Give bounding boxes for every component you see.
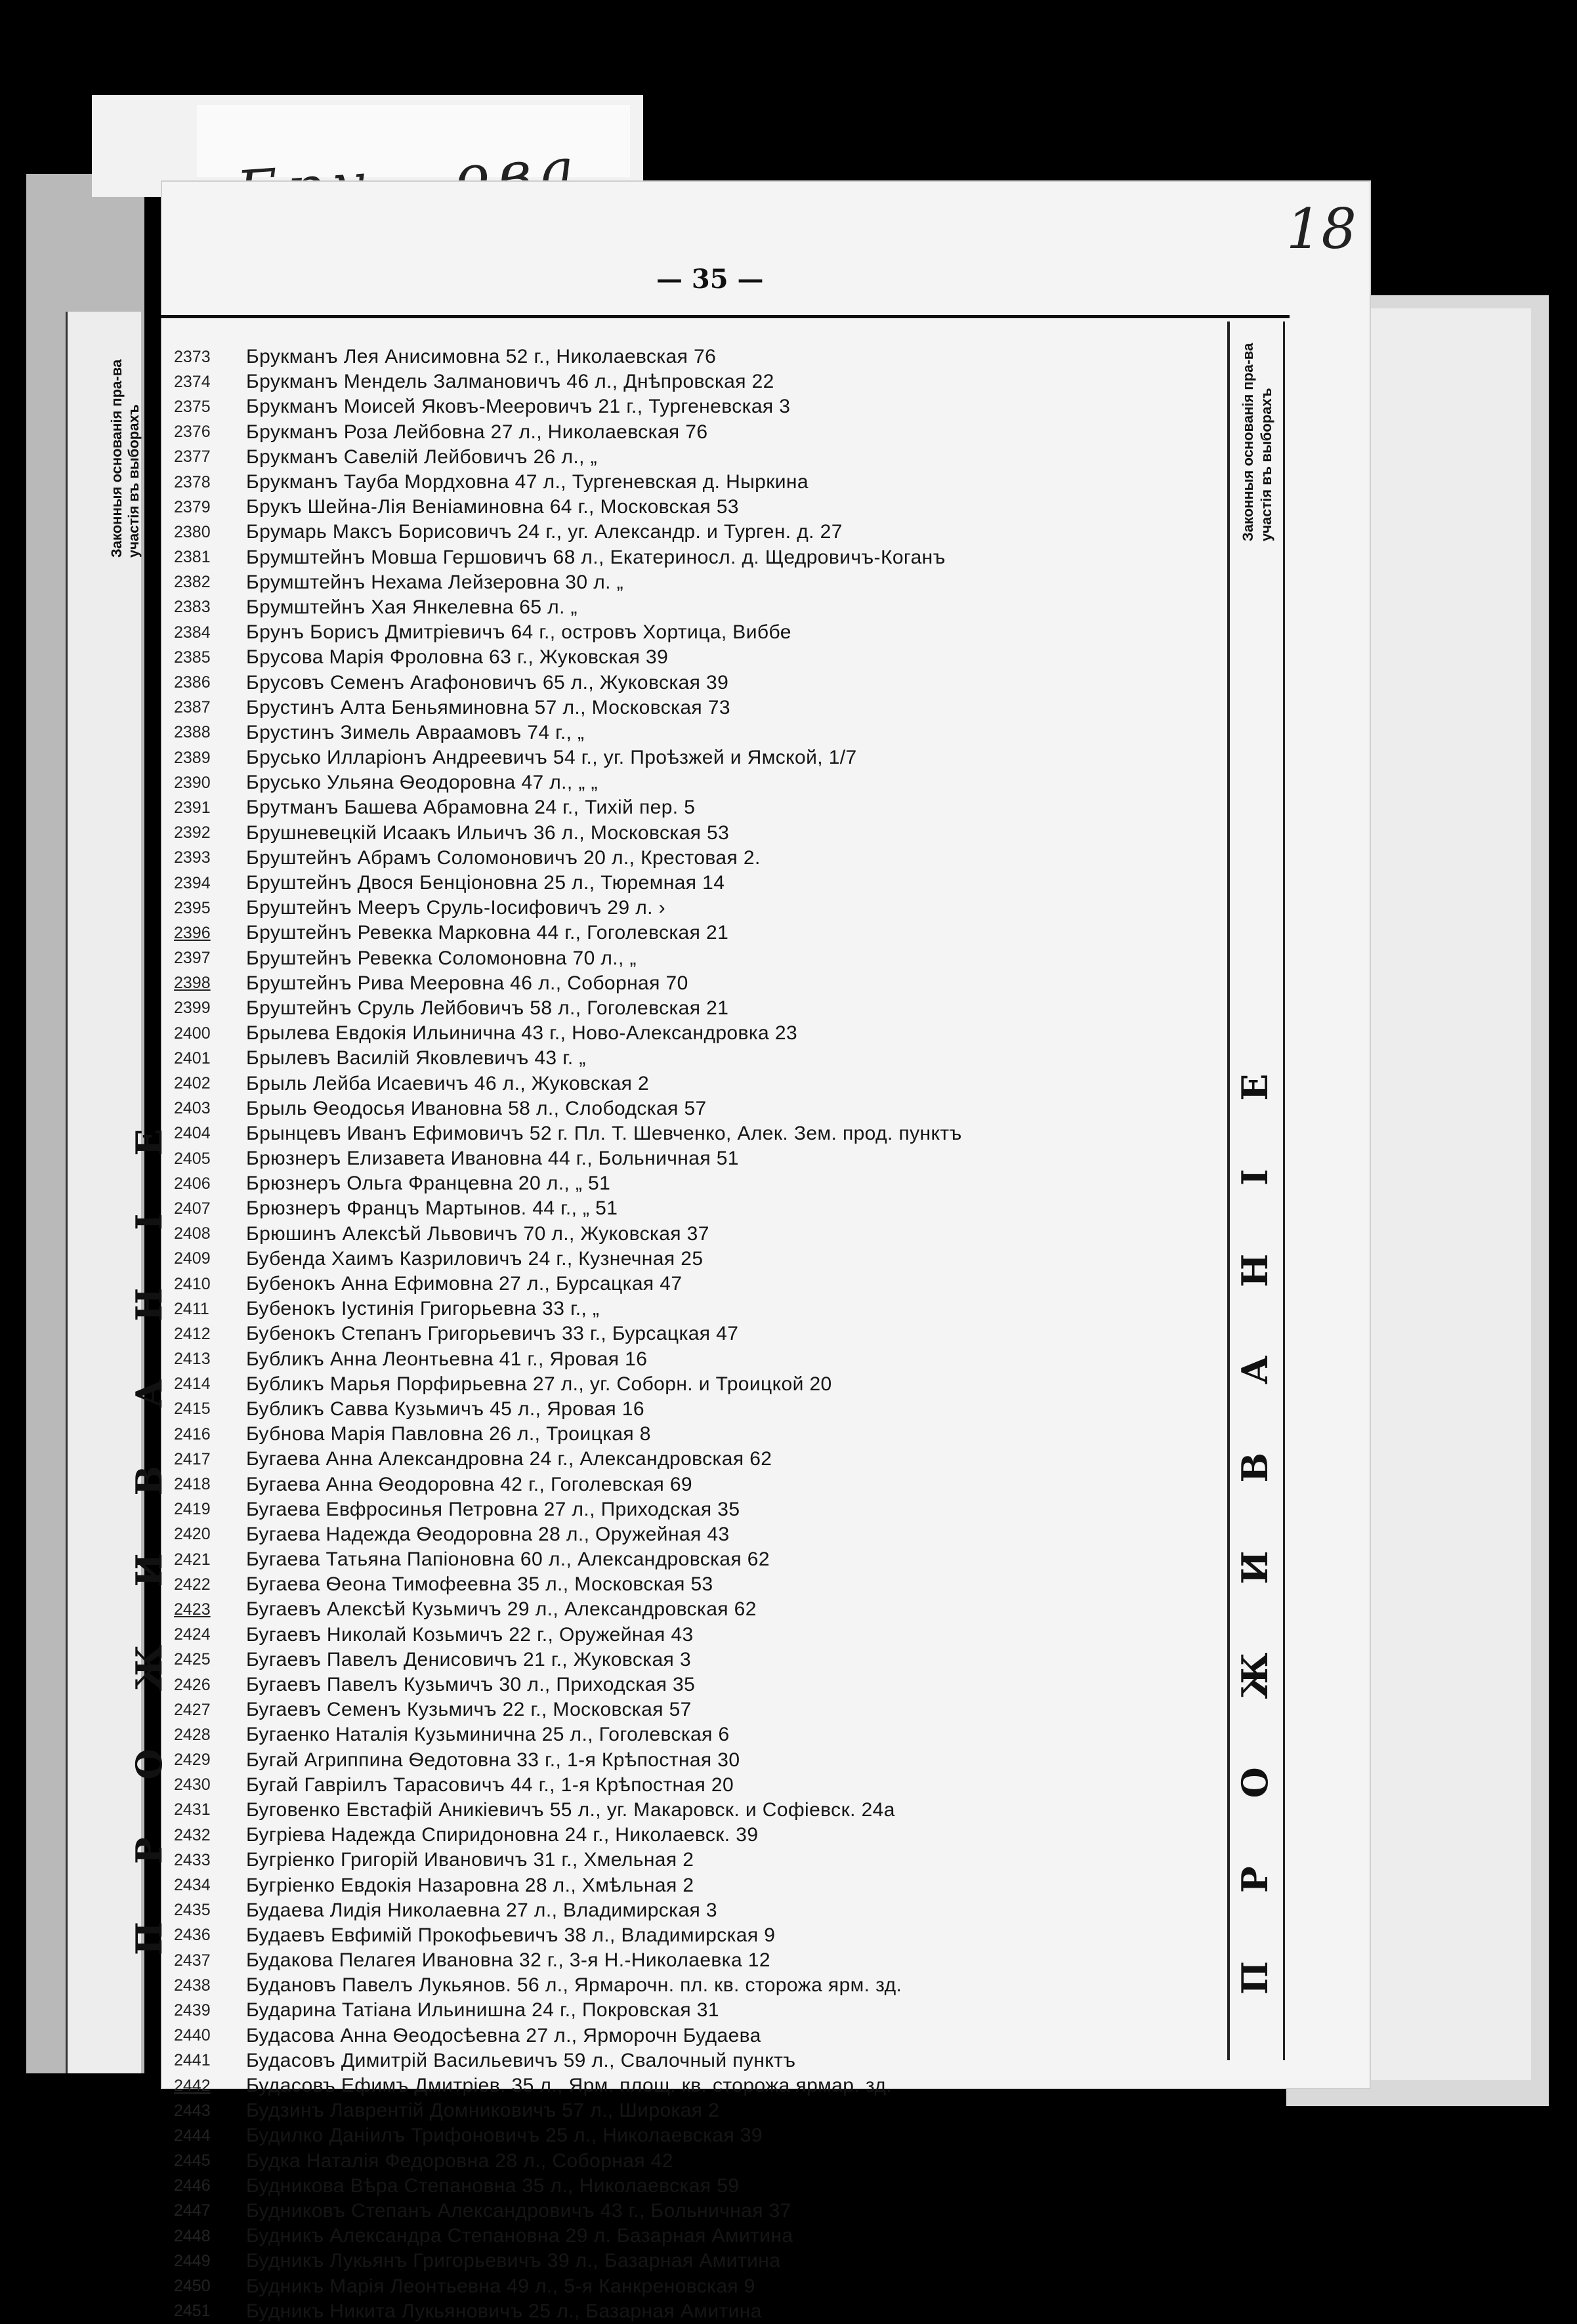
register-entry <box>174 1597 1224 1622</box>
entry-text: Брунъ Борисъ Дмитріевичъ 64 г., островъ Хортица, Виббе <box>246 621 791 644</box>
entry-text: Брыль Ѳеодосья Ивановна 58 л., Слободская 57 <box>246 1097 707 1119</box>
register-entry <box>174 1623 1224 1648</box>
right-column-header-text: Законныя основанія пра-ва участія въ выборахъ <box>1240 342 1274 541</box>
entry-number: 2431 <box>174 1800 211 1819</box>
left-column-header-text: Законныя основанія пра-ва участія въ выборахъ <box>108 359 142 558</box>
entry-text: Брусько Ульяна Ѳеодоровна 47 л., „ „ <box>246 772 598 794</box>
entry-text: Бубенокъ Іустинія Григорьевна 33 г., „ <box>246 1298 600 1320</box>
entry-text: Брукманъ Лея Анисимовна 52 г., Николаевская 76 <box>246 346 717 368</box>
entry-text: Бугаева Анна Ѳеодоровна 42 г., Гоголевская 69 <box>246 1473 693 1495</box>
register-entry <box>174 545 1224 570</box>
entry-number: 2399 <box>174 999 211 1018</box>
entry-number: 2448 <box>174 2226 211 2245</box>
entry-text: Брыль Лейба Исаевичъ 46 л., Жуковская 2 <box>246 1072 650 1094</box>
entry-number: 2392 <box>174 823 211 842</box>
entry-text: Брустинъ Алта Беньяминовна 57 л., Московская 73 <box>246 696 730 718</box>
entry-text: Бугаева Евфросинья Петровна 27 л., Приходская 35 <box>246 1498 740 1520</box>
entry-text: Брутманъ Башева Абрамовна 24 г., Тихій пер. 5 <box>246 797 696 819</box>
entry-text: Бубенокъ Степанъ Григорьевичъ 33 г., Бурсацкая 47 <box>246 1323 739 1345</box>
entry-text: Бугаевъ Николай Козьмичъ 22 г., Оружейная 43 <box>246 1623 694 1646</box>
entry-number: 2435 <box>174 1901 211 1920</box>
entry-text: Бударина Татіана Ильинишна 24 г., Покровская 31 <box>246 1999 719 2022</box>
entry-text: Будакова Пелагея Ивановна 32 г., 3-я Н.-Николаевка 12 <box>246 1949 770 1972</box>
register-entry <box>174 1321 1224 1346</box>
entry-number: 2380 <box>174 522 211 541</box>
entry-text: Бугаевъ Павелъ Кузьмичъ 30 л., Приходская 35 <box>246 1674 696 1696</box>
entry-text: Будаева Лидія Николаевна 27 л., Владимирская 3 <box>246 1899 717 1921</box>
register-entry <box>174 1397 1224 1422</box>
register-entry <box>174 470 1224 495</box>
register-entry <box>174 2174 1224 2199</box>
register-entry <box>174 1722 1224 1747</box>
entry-number: 2443 <box>174 2101 211 2120</box>
register-entry <box>174 369 1224 394</box>
entry-number: 2408 <box>174 1224 211 1243</box>
entry-text: Буговенко Евстафій Аникіевичъ 55 л., уг. Макаровск. и Софіевск. 24а <box>246 1798 895 1821</box>
register-entry <box>174 1372 1224 1397</box>
register-entry <box>174 1547 1224 1572</box>
entry-number: 2410 <box>174 1274 211 1293</box>
entry-text: Бугріева Надежда Спиридоновна 24 г., Николаевск. 39 <box>246 1824 759 1846</box>
entry-text: Бугай Гавріилъ Тарасовичъ 44 г., 1-я Крѣпостная 20 <box>246 1774 734 1796</box>
entry-text: Будасовъ Димитрій Васильевичъ 59 л., Свалочный пунктъ <box>246 2049 796 2071</box>
register-entry <box>174 946 1224 971</box>
entry-text: Брусовъ Семенъ Агафоновичъ 65 л., Жуковская 39 <box>246 671 729 694</box>
entry-text: Бугаева Анна Александровна 24 г., Александровская 62 <box>246 1448 772 1470</box>
register-entry <box>174 1998 1224 2023</box>
entry-number: 2379 <box>174 497 211 516</box>
entry-number: 2427 <box>174 1700 211 1719</box>
entry-number: 2376 <box>174 423 211 442</box>
entry-number: 2432 <box>174 1825 211 1844</box>
entry-text: Будникъ Никита Лукьяновичъ 25 л., Базарная Амитина <box>246 2300 762 2322</box>
entry-text: Брукманъ Тауба Мордховна 47 л., Тургеневская д. Ныркина <box>246 471 809 493</box>
register-entry <box>174 1898 1224 1923</box>
register-entry <box>174 971 1224 996</box>
register-entry <box>174 896 1224 921</box>
register-entry <box>174 1046 1224 1071</box>
entry-text: Бугріенко Евдокія Назаровна 28 л., Хмѣльная 2 <box>246 1874 694 1896</box>
register-entry <box>174 1973 1224 1998</box>
entry-number: 2396 <box>174 923 211 942</box>
entry-text: Бруштейнъ Абрамъ Соломоновичъ 20 л., Крестовая 2. <box>246 846 761 869</box>
entry-number: 2374 <box>174 372 211 391</box>
entry-text: Брынцевъ Иванъ Ефимовичъ 52 г. Пл. Т. Шевченко, Алек. Зем. прод. пунктъ <box>246 1122 962 1144</box>
entry-number: 2451 <box>174 2302 211 2321</box>
register-entry <box>174 821 1224 846</box>
register-entry <box>174 1773 1224 1798</box>
page-number: — 35 — <box>656 264 764 295</box>
entry-number: 2387 <box>174 698 211 717</box>
left-column-header <box>105 341 142 558</box>
entry-text: Бугай Агриппина Ѳедотовна 33 г., 1-я Крѣпостная 30 <box>246 1749 740 1771</box>
entry-text: Бугаевъ Алексѣй Кузьмичъ 29 л., Александровская 62 <box>246 1598 757 1621</box>
register-entry <box>174 1171 1224 1196</box>
entry-text: Будка Наталія Федоровна 28 л., Соборная 42 <box>246 2149 673 2172</box>
register-entry <box>174 996 1224 1021</box>
entry-text: Бубенда Хаимъ Казриловичъ 24 г., Кузнечная 25 <box>246 1247 704 1270</box>
entry-number: 2425 <box>174 1650 211 1669</box>
entry-number: 2417 <box>174 1449 211 1468</box>
entry-number: 2426 <box>174 1675 211 1694</box>
entry-text: Будасова Анна Ѳеодосѣевна 27 л., Ярморочн Будаева <box>246 2024 761 2046</box>
entry-number: 2428 <box>174 1725 211 1744</box>
entry-text: Будаевъ Евфимій Прокофьевичъ 38 л., Владимирская 9 <box>246 1924 776 1946</box>
entry-text: Бруштейнъ Ревекка Соломоновна 70 л., „ <box>246 947 637 969</box>
entry-number: 2422 <box>174 1575 211 1594</box>
register-entry <box>174 2073 1224 2098</box>
entry-text: Брушневецкій Исаакъ Ильичъ 36 л., Московская 53 <box>246 821 730 844</box>
entry-number: 2445 <box>174 2151 211 2170</box>
entry-text: Бубликъ Марья Порфирьевна 27 л., уг. Соборн. и Троицкой 20 <box>246 1373 832 1395</box>
residence-label-right-text: ПРОЖИВАНІЕ <box>1234 1005 1276 1995</box>
entry-number: 2397 <box>174 949 211 968</box>
entry-text: Брукманъ Мендель Залмановичъ 46 л., Днѣпровская 22 <box>246 371 774 393</box>
register-entry <box>174 1522 1224 1547</box>
entry-text: Бугаевъ Павелъ Денисовичъ 21 г., Жуковская 3 <box>246 1648 692 1670</box>
register-entry <box>174 2224 1224 2249</box>
entry-text: Бубенокъ Анна Ефимовна 27 л., Бурсацкая 47 <box>246 1273 683 1295</box>
entry-text: Брюзнеръ Францъ Мартынов. 44 г., „ 51 <box>246 1197 618 1220</box>
entry-text: Брюшинъ Алексѣй Львовичъ 70 л., Жуковская 37 <box>246 1222 709 1245</box>
entry-number: 2398 <box>174 974 211 993</box>
residence-label-right <box>1230 814 1276 1995</box>
entry-number: 2441 <box>174 2051 211 2070</box>
entry-text: Бугаевъ Семенъ Кузьмичъ 22 г., Московская 57 <box>246 1699 692 1721</box>
entry-number: 2385 <box>174 648 211 667</box>
register-entry <box>174 2023 1224 2048</box>
entry-number: 2375 <box>174 397 211 416</box>
register-entry <box>174 645 1224 670</box>
entry-number: 2424 <box>174 1625 211 1644</box>
register-entry <box>174 1873 1224 1898</box>
entry-text: Будасовъ Ефимъ Дмитріев. 35 л., Ярм. площ. кв. сторожа ярмар. зд. <box>246 2075 892 2097</box>
register-entry <box>174 2098 1224 2123</box>
entry-text: Брукманъ Моисей Яковъ-Мееровичъ 21 г., Тургеневская 3 <box>246 396 791 418</box>
entry-number: 2415 <box>174 1400 211 1419</box>
entry-number: 2386 <box>174 673 211 692</box>
entry-text: Брусова Марія Фроловна 63 г., Жуковская 39 <box>246 646 669 669</box>
entry-number: 2373 <box>174 347 211 366</box>
register-entry <box>174 1447 1224 1472</box>
entry-text: Будилко Даніилъ Трифоновичъ 25 л., Николаевская 39 <box>246 2125 763 2147</box>
register-entry <box>174 1672 1224 1697</box>
entry-number: 2381 <box>174 548 211 567</box>
entry-text: Будзинъ Лаврентій Домниковичъ 57 л., Широкая 2 <box>246 2100 720 2122</box>
register-entry <box>174 871 1224 896</box>
register-entry <box>174 1422 1224 1447</box>
register-entry <box>174 1121 1224 1146</box>
register-entry <box>174 720 1224 745</box>
register-entry <box>174 1347 1224 1372</box>
register-entry <box>174 846 1224 871</box>
entry-number: 2439 <box>174 2001 211 2020</box>
entry-number: 2433 <box>174 1850 211 1869</box>
entry-text: Будниковъ Степанъ Александровичъ 43 г., Больничная 37 <box>246 2199 791 2222</box>
register-entry <box>174 2199 1224 2224</box>
entry-number: 2442 <box>174 2076 211 2095</box>
entry-number: 2434 <box>174 1876 211 1895</box>
register-entry <box>174 1096 1224 1121</box>
register-entry <box>174 495 1224 520</box>
entry-text: Брумарь Максъ Борисовичъ 24 г., уг. Александр. и Турген. д. 27 <box>246 521 843 543</box>
entry-text: Брылевъ Василій Яковлевичъ 43 г. „ <box>246 1047 586 1069</box>
entry-number: 2437 <box>174 1951 211 1970</box>
entry-text: Будникъ Марія Леонтьевна 49 л., 5-я Канкреновская 9 <box>246 2275 755 2297</box>
entry-text: Брусько Илларіонъ Андреевичъ 54 г., уг. Проѣзжей и Ямской, 1/7 <box>246 747 857 769</box>
entry-number: 2440 <box>174 2026 211 2045</box>
entry-number: 2418 <box>174 1475 211 1494</box>
register-entry <box>174 795 1224 820</box>
register-entry <box>174 921 1224 945</box>
right-column-header <box>1234 328 1286 545</box>
header-rule <box>161 315 1290 318</box>
entry-number: 2409 <box>174 1249 211 1268</box>
entry-text: Брукманъ Роза Лейбовна 27 л., Николаевская 76 <box>246 421 708 443</box>
entry-number: 2389 <box>174 748 211 767</box>
register-entry <box>174 1848 1224 1873</box>
entry-number: 2449 <box>174 2251 211 2270</box>
entry-text: Брылева Евдокія Ильинична 43 г., Ново-Александровка 23 <box>246 1022 798 1045</box>
entry-number: 2423 <box>174 1600 211 1619</box>
register-entry <box>174 1222 1224 1247</box>
register-entry <box>174 1697 1224 1722</box>
register-entry <box>174 1021 1224 1046</box>
entry-number: 2388 <box>174 723 211 742</box>
entry-number: 2429 <box>174 1751 211 1770</box>
entry-text: Бруштейнъ Двося Бенціоновна 25 л., Тюремная 14 <box>246 872 725 894</box>
entry-text: Бруштейнъ Рива Мееровна 46 л., Соборная 70 <box>246 972 688 994</box>
register-entry <box>174 420 1224 445</box>
entry-number: 2412 <box>174 1324 211 1343</box>
entry-number: 2401 <box>174 1048 211 1068</box>
entry-text: Бубликъ Савва Кузьмичъ 45 л., Яровая 16 <box>246 1398 644 1420</box>
register-entry <box>174 1297 1224 1321</box>
register-entry <box>174 1146 1224 1171</box>
register-entry <box>174 445 1224 470</box>
register-entry <box>174 2299 1224 2324</box>
residence-label-left <box>125 827 170 1955</box>
entry-number: 2394 <box>174 873 211 892</box>
register-entry <box>174 1648 1224 1672</box>
entry-number: 2438 <box>174 1976 211 1995</box>
entry-number: 2393 <box>174 848 211 867</box>
register-entry <box>174 1948 1224 1973</box>
entry-number: 2405 <box>174 1149 211 1168</box>
entry-text: Брумштейнъ Хая Янкелевна 65 л. „ <box>246 596 578 618</box>
entry-number: 2411 <box>174 1299 209 1318</box>
entry-text: Будникова Вѣра Степановна 35 л., Николаевская 59 <box>246 2174 740 2197</box>
register-entry <box>174 670 1224 695</box>
entry-number: 2383 <box>174 598 211 617</box>
entry-number: 2430 <box>174 1775 211 1795</box>
entry-number: 2400 <box>174 1024 211 1043</box>
entry-text: Будникъ Александра Степановна 29 л. Базарная Амитина <box>246 2225 793 2247</box>
entry-text: Бубликъ Анна Леонтьевна 41 г., Яровая 16 <box>246 1348 648 1370</box>
register-entry <box>174 1071 1224 1096</box>
entry-number: 2402 <box>174 1074 211 1093</box>
entry-text: Бруштейнъ Мееръ Сруль-Іосифовичъ 29 л. › <box>246 897 665 919</box>
column-divider <box>1227 322 1230 2060</box>
register-entry <box>174 620 1224 645</box>
register-entry <box>174 1798 1224 1823</box>
register-entry <box>174 2149 1224 2174</box>
entry-number: 2419 <box>174 1500 211 1519</box>
entry-number: 2447 <box>174 2201 211 2220</box>
entry-text: Бугріенко Григорій Ивановичъ 31 г., Хмельная 2 <box>246 1849 694 1871</box>
register-entry <box>174 745 1224 770</box>
entry-number: 2421 <box>174 1550 211 1569</box>
entry-text: Брюзнеръ Елизавета Ивановна 44 г., Больничная 51 <box>246 1148 739 1170</box>
register-entry <box>174 1472 1224 1497</box>
register-entry <box>174 1272 1224 1297</box>
register-entry <box>174 570 1224 595</box>
register-entry <box>174 2048 1224 2073</box>
column-divider-outer <box>1283 322 1285 2060</box>
entry-text: Брукманъ Савелій Лейбовичъ 26 л., „ <box>246 446 597 468</box>
entry-number: 2403 <box>174 1099 211 1118</box>
entry-number: 2404 <box>174 1124 211 1143</box>
entry-number: 2377 <box>174 447 211 467</box>
entry-text: Брукъ Шейна-Лія Веніаминовна 64 г., Московская 53 <box>246 496 739 518</box>
register-entry <box>174 1823 1224 1848</box>
entry-text: Брумштейнъ Мовша Гершовичъ 68 л., Екатериносл. д. Щедровичъ-Коганъ <box>246 546 946 568</box>
entry-text: Бугаева Ѳеона Тимофеевна 35 л., Московская 53 <box>246 1573 713 1596</box>
entry-number: 2444 <box>174 2126 211 2145</box>
entry-text: Брюзнеръ Ольга Францевна 20 л., „ 51 <box>246 1172 611 1195</box>
entry-text: Бруштейнъ Сруль Лейбовичъ 58 л., Гоголевская 21 <box>246 997 729 1019</box>
entry-text: Брумштейнъ Нехама Лейзеровна 30 л. „ <box>246 571 623 593</box>
entry-text: Брустинъ Зимель Авраамовъ 74 г., „ <box>246 721 585 743</box>
register-entry <box>174 1247 1224 1272</box>
register-entries <box>174 344 1224 2324</box>
register-entry <box>174 595 1224 620</box>
entry-number: 2414 <box>174 1375 211 1394</box>
entry-number: 2390 <box>174 773 211 792</box>
entry-text: Будановъ Павелъ Лукьянов. 56 л., Ярмарочн. пл. кв. сторожа ярм. зд. <box>246 1974 902 1997</box>
entry-number: 2384 <box>174 623 211 642</box>
register-entry <box>174 520 1224 545</box>
register-entry <box>174 695 1224 720</box>
entry-text: Бугаева Надежда Ѳеодоровна 28 л., Оружейная 43 <box>246 1523 730 1545</box>
entry-text: Бубнова Марія Павловна 26 л., Троицкая 8 <box>246 1423 651 1445</box>
entry-number: 2420 <box>174 1525 211 1544</box>
entry-number: 2450 <box>174 2277 211 2296</box>
entry-number: 2416 <box>174 1424 211 1443</box>
register-entry <box>174 2249 1224 2273</box>
entry-number: 2391 <box>174 798 211 817</box>
register-entry <box>174 1923 1224 1948</box>
entry-text: Бруштейнъ Ревекка Марковна 44 г., Гоголевская 21 <box>246 922 729 944</box>
register-entry <box>174 344 1224 369</box>
register-entry <box>174 1497 1224 1522</box>
entry-number: 2382 <box>174 573 211 592</box>
residence-label-left-text: ПРОЖИВАНІЕ <box>128 1071 170 1955</box>
register-entry <box>174 394 1224 419</box>
entry-number: 2413 <box>174 1350 211 1369</box>
register-entry <box>174 2123 1224 2148</box>
entry-number: 2407 <box>174 1199 211 1218</box>
entry-text: Бугаенко Наталія Кузьминична 25 л., Гоголевская 6 <box>246 1724 730 1746</box>
entry-text: Бугаева Татьяна Папіоновна 60 л., Александровская 62 <box>246 1548 770 1571</box>
register-entry <box>174 770 1224 795</box>
entry-number: 2436 <box>174 1926 211 1945</box>
entry-number: 2378 <box>174 472 211 491</box>
entry-number: 2446 <box>174 2176 211 2195</box>
entry-text: Будникъ Лукьянъ Григорьевичъ 39 л., Базарная Амитина <box>246 2250 781 2272</box>
register-entry <box>174 2273 1224 2298</box>
entry-number: 2395 <box>174 898 211 917</box>
folio-number: 18 <box>1286 197 1356 261</box>
register-entry <box>174 1748 1224 1773</box>
register-entry <box>174 1196 1224 1221</box>
entry-number: 2406 <box>174 1174 211 1193</box>
register-entry <box>174 1572 1224 1597</box>
